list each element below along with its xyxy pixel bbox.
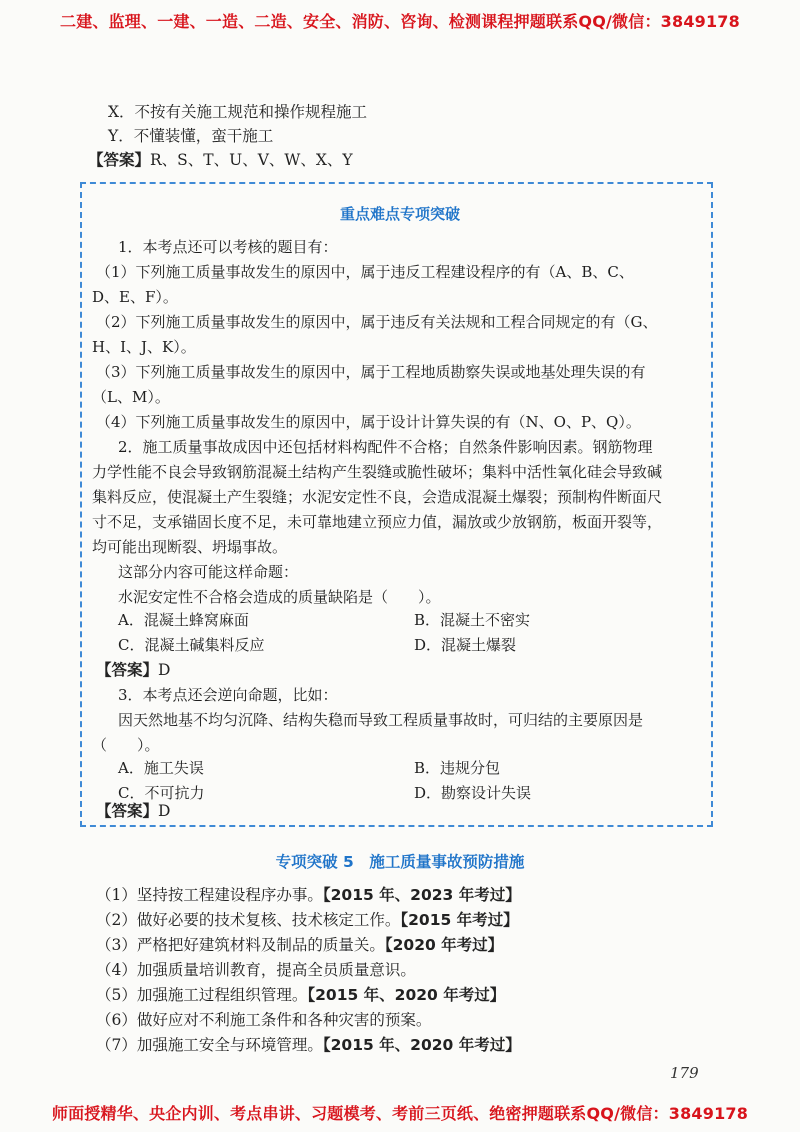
answer-label: 【答案】 (88, 151, 151, 169)
q1-answer (96, 659, 170, 681)
page-number: 179 (670, 1064, 699, 1082)
box-line: 这部分内容可能这样命题： (118, 563, 299, 581)
measure-item (96, 934, 503, 956)
box-line: D、E、F）。 (92, 288, 178, 306)
box-line: （3）下列施工质量事故发生的原因中，属于工程地质勘察失误或地基处理失误的有 (96, 363, 646, 381)
box-line: 2．施工质量事故成因中还包括材料构配件不合格；自然条件影响因素。钢筋物理 (118, 438, 653, 456)
measure-year-tag: 【2015 年考过】 (400, 911, 519, 929)
box-line: （2）下列施工质量事故发生的原因中，属于违反有关法规和工程合同规定的有（G、 (96, 313, 658, 331)
q2-answer (96, 800, 170, 822)
bottom-promo-banner: 师面授精华、央企内训、考点串讲、习题模考、考前三页纸、绝密押题联系QQ/微信：3849178 (51, 1104, 749, 1123)
box-line: 1．本考点还可以考核的题目有： (118, 238, 338, 256)
box-title: 重点难点专项突破 (339, 205, 460, 223)
q2-option-b: B．违规分包 (414, 759, 501, 777)
box-line: 集料反应，使混凝土产生裂缝；水泥安定性不良，会造成混凝土爆裂；预制构件断面尺 (92, 488, 663, 506)
top-promo-banner: 二建、监理、一建、一造、二造、安全、消防、咨询、检测课程押题联系QQ/微信：3849178 (60, 12, 740, 31)
measure-text: （2）做好必要的技术复核、技术核定工作。 (96, 911, 401, 929)
option-y: Y．不懂装懂，蛮干施工 (108, 127, 274, 145)
q1-option-a: A．混凝土蜂窝麻面 (118, 611, 249, 629)
measure-year-tag: 【2015 年、2020 年考过】 (307, 986, 506, 1004)
answer-value: R、S、T、U、V、W、X、Y (150, 151, 353, 169)
measure-text: （5）加强施工过程组织管理。 (96, 986, 308, 1004)
measure-item (96, 984, 505, 1006)
measure-item (96, 1034, 521, 1056)
box-line: 均可能出现断裂、坍塌事故。 (92, 538, 288, 556)
box-line: 因天然地基不均匀沉降、结构失稳而导致工程质量事故时，可归结的主要原因是 (118, 711, 644, 729)
q1-option-b: B．混凝土不密实 (414, 611, 531, 629)
measure-item (96, 1009, 431, 1031)
answer-value: D (158, 802, 171, 820)
option-x: X．不按有关施工规范和操作规程施工 (108, 103, 368, 121)
measure-text: （1）坚持按工程建设程序办事。 (96, 886, 323, 904)
measure-year-tag: 【2015 年、2020 年考过】 (322, 1036, 521, 1054)
box-line: 3．本考点还会逆向命题，比如： (118, 686, 338, 704)
intro-answer (88, 149, 353, 171)
measure-item (96, 959, 416, 981)
box-line: 水泥安定性不合格会造成的质量缺陷是（ ）。 (118, 588, 441, 606)
measure-text: （6）做好应对不利施工条件和各种灾害的预案。 (96, 1011, 432, 1029)
section-title: 专项突破 5 施工质量事故预防措施 (275, 853, 525, 871)
measure-text: （4）加强质量培训教育，提高全员质量意识。 (96, 961, 416, 979)
box-line: （ ）。 (92, 736, 160, 754)
box-line: H、I、J、K）。 (92, 338, 196, 356)
q1-option-c: C．混凝土碱集料反应 (118, 636, 265, 654)
measure-text: （3）严格把好建筑材料及制品的质量关。 (96, 936, 385, 954)
answer-label: 【答案】 (96, 661, 159, 679)
measure-text: （7）加强施工安全与环境管理。 (96, 1036, 323, 1054)
answer-value: D (158, 661, 171, 679)
box-line: 力学性能不良会导致钢筋混凝土结构产生裂缝或脆性破坏；集料中活性氧化硅会导致碱 (92, 463, 663, 481)
box-line: 寸不足，支承锚固长度不足，未可靠地建立预应力值，漏放或少放钢筋，板面开裂等， (92, 513, 663, 531)
answer-label: 【答案】 (96, 802, 159, 820)
measure-year-tag: 【2015 年、2023 年考过】 (322, 886, 521, 904)
box-line: （L、M）。 (92, 388, 170, 406)
q2-option-a: A．施工失误 (118, 759, 204, 777)
box-line: （4）下列施工质量事故发生的原因中，属于设计计算失误的有（N、O、P、Q）。 (96, 413, 641, 431)
measure-year-tag: 【2020 年考过】 (384, 936, 504, 954)
q1-option-d: D．混凝土爆裂 (414, 636, 517, 654)
q2-option-d: D．勘察设计失误 (414, 784, 532, 802)
q2-option-c: C．不可抗力 (118, 784, 205, 802)
box-line: （1）下列施工质量事故发生的原因中，属于违反工程建设程序的有（A、B、C、 (96, 263, 634, 281)
measure-item (96, 884, 521, 906)
measure-item (96, 909, 519, 931)
